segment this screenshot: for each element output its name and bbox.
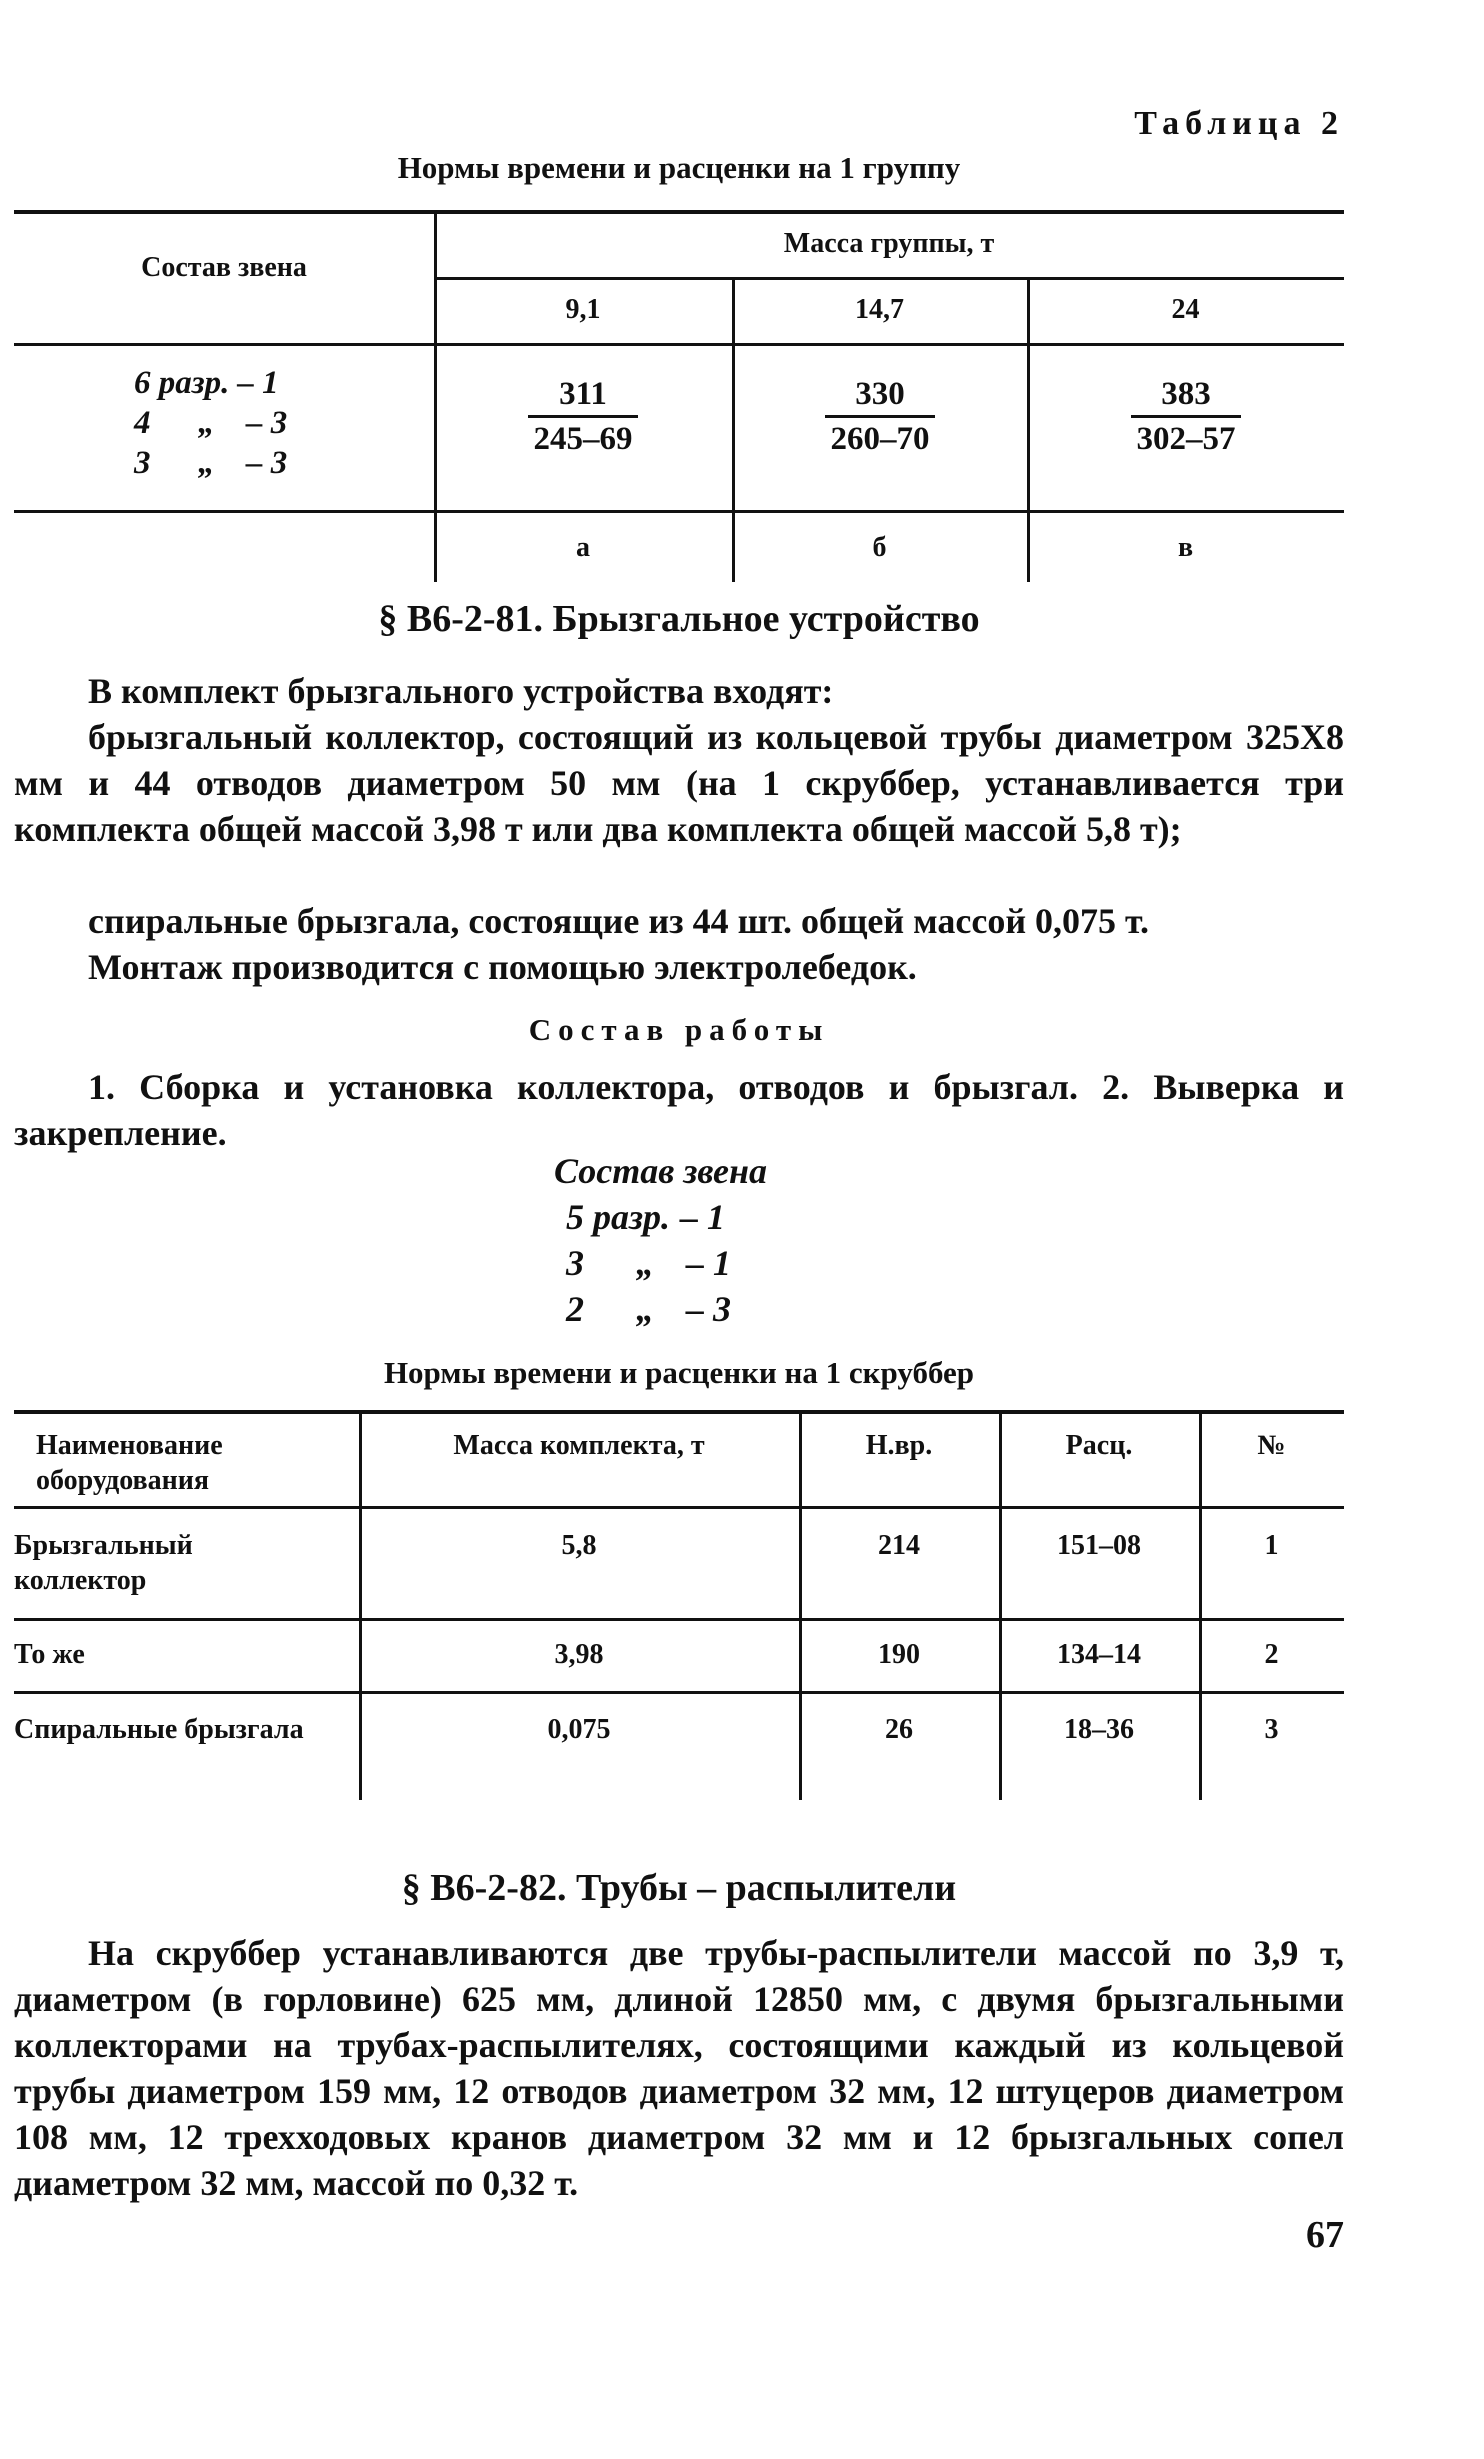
paragraph: На скруббер устанавливаются две трубы-распылители массой по 3,9 т, диаметром (в горловине) 625 мм, длиной 12850 мм, с двумя брызгальными коллекторами на трубах-распылителях, состоящими каждый из кольцевой трубы диаметром 159 мм, 12 отводов диаметром 32 мм, 12 штуцеров диаметром 108 мм, 12 трехходовых кранов диаметром 32 мм и 12 брызгальных сопел диаметром 32 мм, массой по 0,32 т. xyxy=(14,1933,1344,2203)
crew-count: – 1 xyxy=(237,365,279,401)
crew-count: – 1 xyxy=(686,1243,731,1283)
row-rate: 134–14 xyxy=(1057,1639,1141,1670)
column-letter: а xyxy=(576,532,590,563)
mass-header: Масса группы, т xyxy=(783,228,995,259)
row-number: 3 xyxy=(1264,1714,1279,1745)
header-number: № xyxy=(1257,1430,1286,1461)
work-heading: Состав работы xyxy=(528,1012,830,1047)
fraction-bar xyxy=(1131,415,1241,418)
crew-grade: 5 разр. xyxy=(566,1197,671,1237)
header-mass: Масса комплекта, т xyxy=(453,1430,705,1461)
table1-caption: Нормы времени и расценки на 1 группу xyxy=(397,150,961,185)
table-rule xyxy=(14,1506,1344,1509)
row-hours: 214 xyxy=(878,1530,920,1561)
crew-count: – 1 xyxy=(680,1197,726,1237)
norm-fraction xyxy=(473,375,693,458)
table-rule xyxy=(14,1618,1344,1621)
equipment-table xyxy=(14,1410,1344,1810)
row-rate: 18–36 xyxy=(1064,1714,1134,1745)
paragraph: брызгальный коллектор, состоящий из кольцевой трубы диаметром 325Х8 мм и 44 отводов диаметром 50 мм (на 1 скруббер, устанавливается три комплекта общей массой 3,98 т или два комплекта общей массой 5,8 т); xyxy=(14,717,1344,849)
crew-row xyxy=(134,403,287,443)
ditto-mark: „ xyxy=(198,445,215,481)
section-heading: § В6-2-81. Брызгальное устройство xyxy=(378,598,980,640)
table-rule xyxy=(14,343,1344,346)
row-name: Спиральные брызгала xyxy=(14,1714,304,1745)
paragraph: В комплект брызгального устройства входят: xyxy=(88,671,834,711)
crew-list xyxy=(554,1148,767,1332)
row-number: 2 xyxy=(1264,1639,1279,1670)
section-heading: § В6-2-82. Трубы – распылители xyxy=(401,1867,957,1909)
row-mass: 0,075 xyxy=(547,1714,611,1745)
norm-rate: 260–70 xyxy=(830,421,930,457)
ditto-mark: „ xyxy=(198,405,215,441)
row-name: То же xyxy=(14,1639,85,1670)
crew-count: – 3 xyxy=(246,405,288,441)
crew-row xyxy=(134,443,287,483)
norm-rate: 245–69 xyxy=(533,421,633,457)
mass-value: 9,1 xyxy=(565,294,601,325)
mass-value: 24 xyxy=(1171,294,1200,325)
header-rate: Расц. xyxy=(1065,1430,1133,1461)
crew-grade: 4 xyxy=(134,405,151,441)
paragraph: Монтаж производится с помощью электролебедок. xyxy=(88,947,917,987)
table-rule xyxy=(14,510,1344,513)
crew-grade: 2 xyxy=(566,1289,584,1329)
ditto-mark: „ xyxy=(636,1243,654,1283)
crew-header: Состав звена xyxy=(141,252,307,283)
document-page xyxy=(14,0,1344,2459)
row-mass: 5,8 xyxy=(561,1530,597,1561)
ditto-mark: „ xyxy=(636,1289,654,1329)
row-name: Брызгальный коллектор xyxy=(14,1530,193,1596)
table-rule xyxy=(14,210,1344,214)
paragraph: спиральные брызгала, состоящие из 44 шт. общей массой 0,075 т. xyxy=(88,901,1150,941)
column-letter: в xyxy=(1177,532,1194,563)
crew-row xyxy=(134,363,287,403)
crew-title: Состав звена xyxy=(554,1151,767,1191)
crew-grade: 3 xyxy=(566,1243,584,1283)
crew-grade: 3 xyxy=(134,445,151,481)
fraction-bar xyxy=(825,415,935,418)
table-rule xyxy=(14,1410,1344,1414)
crew-grade: 6 разр. xyxy=(134,365,230,401)
header-name: Наименование оборудования xyxy=(36,1430,223,1496)
crew-row xyxy=(566,1240,767,1286)
row-rate: 151–08 xyxy=(1057,1530,1141,1561)
crew-row xyxy=(566,1286,767,1332)
column-letter: б xyxy=(872,532,887,563)
norm-hours: 311 xyxy=(559,376,607,412)
paragraph: 1. Сборка и установка коллектора, отводов и брызгал. 2. Выверка и закрепление. xyxy=(14,1067,1344,1153)
norm-hours: 330 xyxy=(855,376,905,412)
page-number: 67 xyxy=(1306,2214,1344,2256)
fraction-bar xyxy=(528,415,638,418)
table-rule xyxy=(434,277,1344,280)
crew-row xyxy=(566,1194,767,1240)
mass-value: 14,7 xyxy=(855,294,904,325)
table-label: Таблица 2 xyxy=(1134,105,1344,142)
norm-fraction xyxy=(770,375,990,458)
norm-fraction xyxy=(1076,375,1296,458)
header-hours: Н.вр. xyxy=(865,1430,933,1461)
norm-hours: 383 xyxy=(1161,376,1211,412)
norm-rate: 302–57 xyxy=(1136,421,1236,457)
crew-list xyxy=(134,363,287,483)
row-hours: 26 xyxy=(885,1714,913,1745)
row-mass: 3,98 xyxy=(554,1639,604,1670)
row-number: 1 xyxy=(1264,1530,1279,1561)
crew-count: – 3 xyxy=(686,1289,731,1329)
crew-count: – 3 xyxy=(246,445,288,481)
table3-caption: Нормы времени и расценки на 1 скруббер xyxy=(383,1355,975,1390)
table-rule xyxy=(14,1691,1344,1694)
table-rule xyxy=(434,210,437,582)
row-hours: 190 xyxy=(878,1639,920,1670)
